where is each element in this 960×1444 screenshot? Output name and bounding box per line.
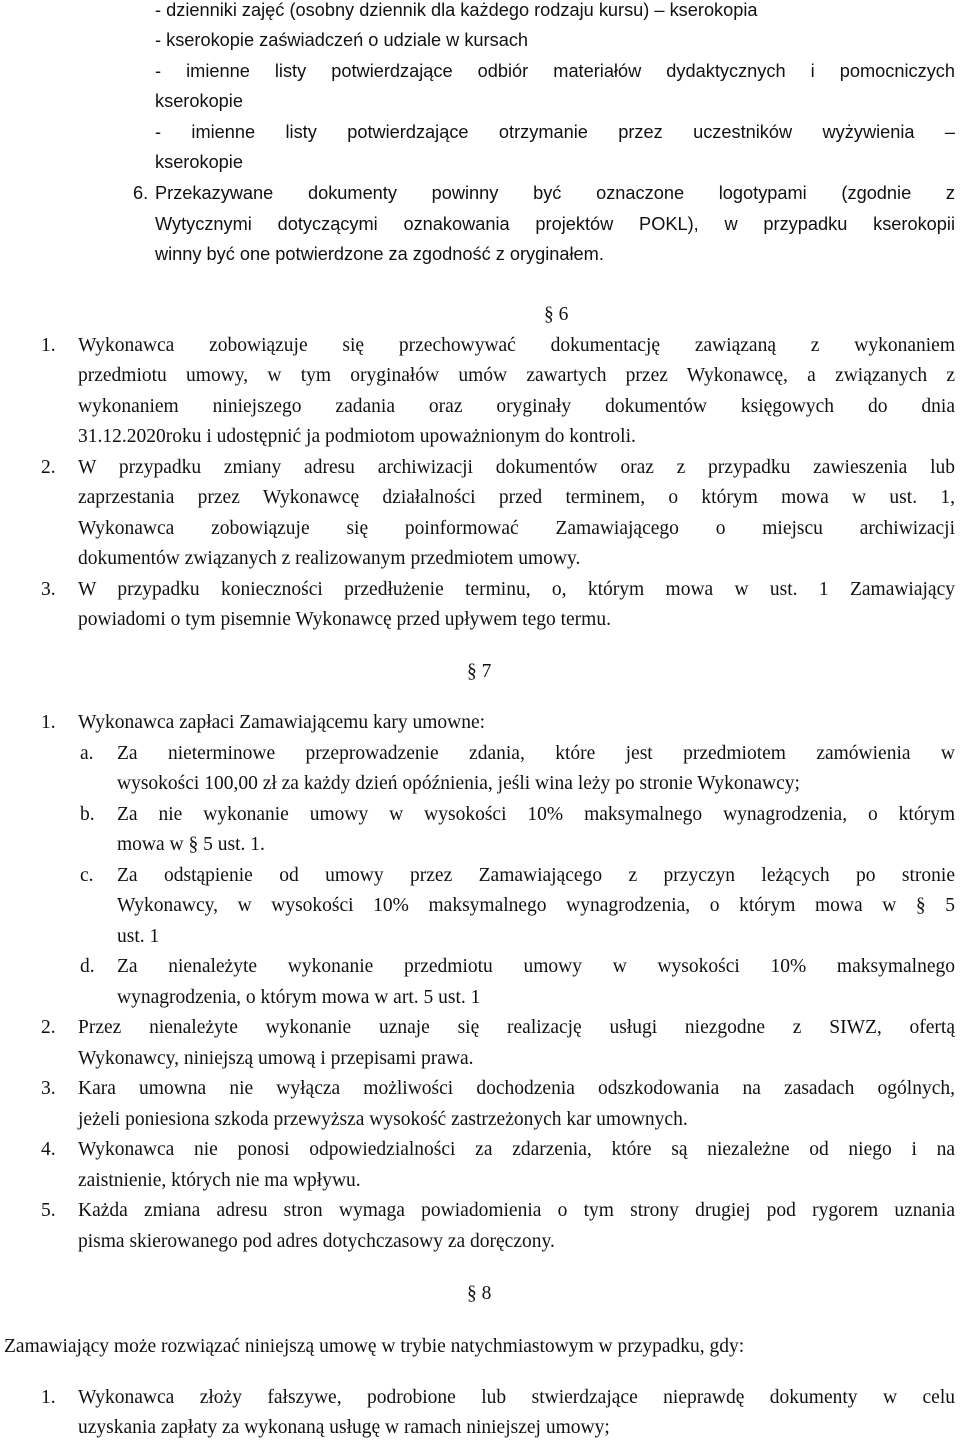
item-line: Za odstąpienie od umowy przez Zamawiającego z przyczyn leżących po stronie <box>117 865 955 886</box>
item-line: dokumentów związanych z realizowanym przedmiotem umowy. <box>78 548 581 569</box>
item-line: Wykonawcy, niniejszą umową i przepisami prawa. <box>78 1048 474 1069</box>
item-line: Za nienależyte wykonanie przedmiotu umowy w wysokości 10% maksymalnego <box>117 956 955 977</box>
item-line: 31.12.2020roku i udostępnić ja podmiotom upoważnionym do kontroli. <box>78 426 636 447</box>
section-heading: § 6 <box>544 304 569 325</box>
item-number: 2. <box>41 457 56 478</box>
list-line: kserokopie <box>155 152 243 172</box>
item-number: 4. <box>41 1139 56 1160</box>
item-number: 1. <box>41 712 56 733</box>
item-line: Przekazywane dokumenty powinny być oznaczone logotypami (zgodnie z <box>155 183 955 203</box>
item-line: winny być one potwierdzone za zgodność z oryginałem. <box>155 244 604 264</box>
item-line: Przez nienależyte wykonanie uznaje się realizację usługi niezgodne z SIWZ, ofertą <box>78 1017 955 1038</box>
subitem-letter: b. <box>80 804 95 825</box>
item-number: 5. <box>41 1200 56 1221</box>
item-line: powiadomi o tym pisemnie Wykonawcę przed upływem tego termu. <box>78 609 611 630</box>
subitem-letter: d. <box>80 956 95 977</box>
item-line: Wykonawca zobowiązuje się poinformować Zamawiającego o miejscu archiwizacji <box>78 518 955 539</box>
item-line: ust. 1 <box>117 926 160 947</box>
item-line: przedmiotu umowy, w tym oryginałów umów zawartych przez Wykonawcę, a związanych z <box>78 365 955 386</box>
item-number: 1. <box>41 335 56 356</box>
list-line: kserokopie <box>155 91 243 111</box>
item-number: 3. <box>41 579 56 600</box>
section-intro: Zamawiający może rozwiązać niniejszą umowę w trybie natychmiastowym w przypadku, gdy: <box>4 1336 745 1357</box>
item-number: 6. <box>133 183 149 203</box>
item-line: pisma skierowanego pod adres dotychczasowy za doręczony. <box>78 1231 555 1252</box>
item-line: Wytycznymi dotyczącymi oznakowania projektów POKL), w przypadku kserokopii <box>155 214 955 234</box>
item-line: W przypadku konieczności przedłużenie terminu, o, którym mowa w ust. 1 Zamawiający <box>78 579 955 600</box>
subitem-letter: c. <box>80 865 94 886</box>
item-line: wykonaniem niniejszego zadania oraz oryginały dokumentów księgowych do dnia <box>78 396 955 417</box>
section-heading: § 7 <box>467 661 492 682</box>
list-line: - dzienniki zajęć (osobny dziennik dla każdego rodzaju kursu) – kserokopia <box>155 0 758 20</box>
item-line: W przypadku zmiany adresu archiwizacji dokumentów oraz z przypadku zawieszenia lub <box>78 457 955 478</box>
item-line: Za nie wykonanie umowy w wysokości 10% maksymalnego wynagrodzenia, o którym <box>117 804 955 825</box>
item-line: Wykonawcy, w wysokości 10% maksymalnego wynagrodzenia, o którym mowa w § 5 <box>117 895 955 916</box>
item-line: Każda zmiana adresu stron wymaga powiadomienia o tym strony drugiej pod rygorem uznania <box>78 1200 955 1221</box>
item-line: jeżeli poniesiona szkoda przewyższa wysokość zastrzeżonych kar umownych. <box>78 1109 688 1130</box>
item-line: mowa w § 5 ust. 1. <box>117 834 265 855</box>
item-line: Wykonawca złoży fałszywe, podrobione lub stwierdzające nieprawdę dokumenty w celu <box>78 1387 955 1408</box>
item-line: zaistnienie, których nie ma wpływu. <box>78 1170 361 1191</box>
list-line: - kserokopie zaświadczeń o udziale w kursach <box>155 30 529 50</box>
item-line: Wykonawca nie ponosi odpowiedzialności za zdarzenia, które są niezależne od niego i na <box>78 1139 955 1160</box>
item-line: Wykonawca zobowiązuje się przechowywać dokumentację zawiązaną z wykonaniem <box>78 335 955 356</box>
section-heading: § 8 <box>467 1283 492 1304</box>
item-line: Wykonawca zapłaci Zamawiającemu kary umowne: <box>78 712 486 733</box>
list-line: - imienne listy potwierdzające odbiór materiałów dydaktycznych i pomocniczych <box>155 61 955 81</box>
item-number: 3. <box>41 1078 56 1099</box>
item-line: zaprzestania przez Wykonawcę działalności przed terminem, o którym mowa w ust. 1, <box>78 487 955 508</box>
item-number: 1. <box>41 1387 56 1408</box>
item-line: Za nieterminowe przeprowadzenie zdania, które jest przedmiotem zamówienia w <box>117 743 955 764</box>
subitem-letter: a. <box>80 743 94 764</box>
item-number: 2. <box>41 1017 56 1038</box>
item-line: uzyskania zapłaty za wykonaną usługę w ramach niniejszej umowy; <box>78 1417 610 1438</box>
item-line: wynagrodzenia, o którym mowa w art. 5 ust. 1 <box>117 987 481 1008</box>
item-line: Kara umowna nie wyłącza możliwości dochodzenia odszkodowania na zasadach ogólnych, <box>78 1078 955 1099</box>
list-line: - imienne listy potwierdzające otrzymanie przez uczestników wyżywienia – <box>155 122 955 142</box>
item-line: wysokości 100,00 zł za każdy dzień opóźnienia, jeśli wina leży po stronie Wykonawcy; <box>117 773 800 794</box>
